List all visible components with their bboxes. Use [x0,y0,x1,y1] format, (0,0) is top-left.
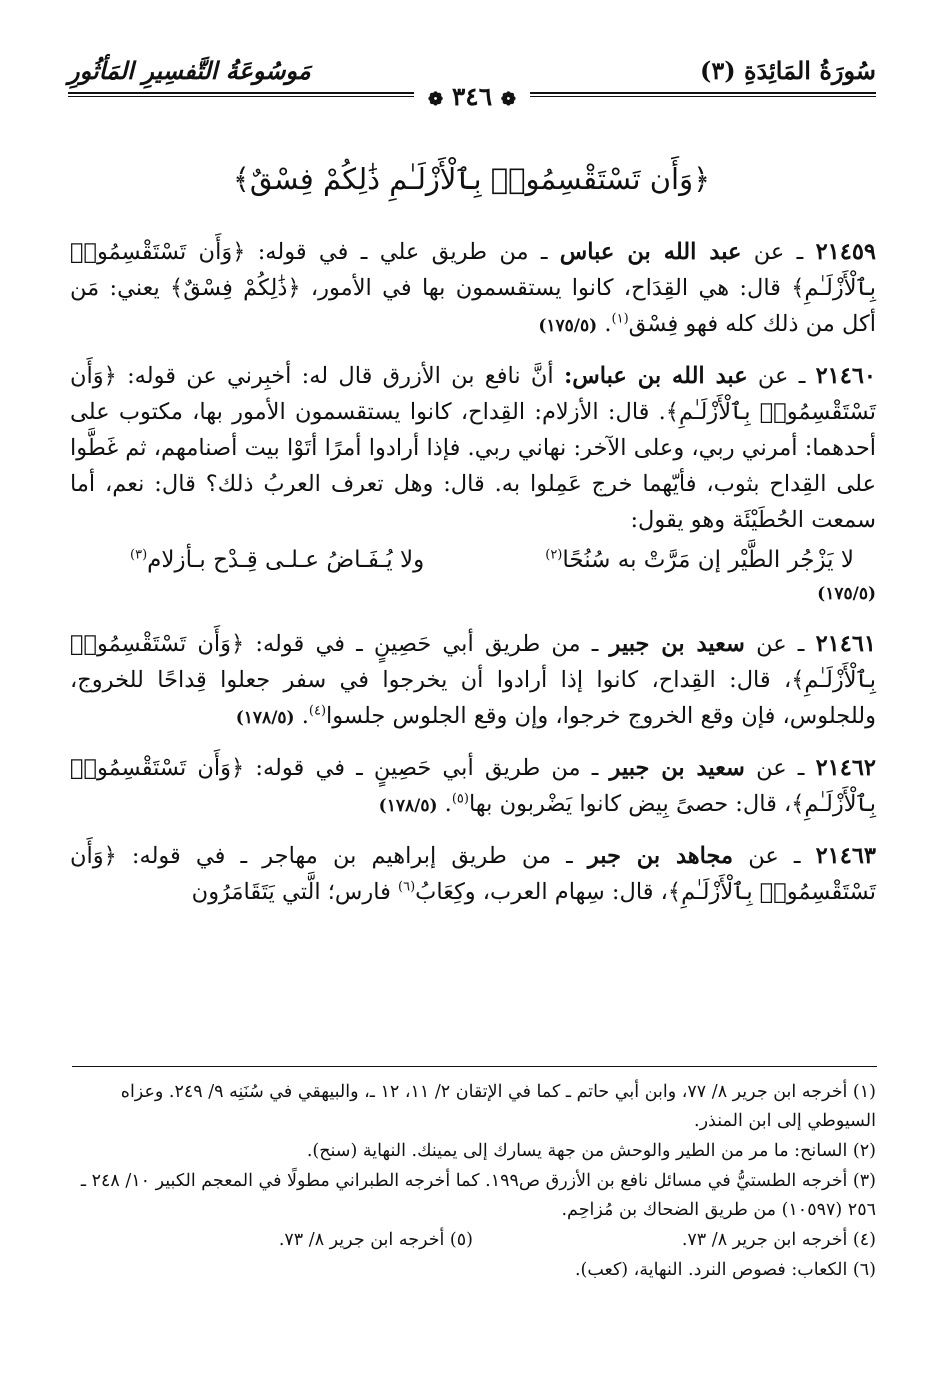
entry-text: ـ من طريق أبي حَصِينٍ ـ في قوله: ﴿وَأَن تَسْتَقْسِمُوا۟ بِٱلْأَزْلَـٰمِ﴾، قال: القِداح، كانوا إذا أرادوا أن يخرجوا في سفر جعلوا قِداحًا للخروج، وللجلوس، فإن وقع الخروج خرجوا، وإن وقع الجلوس جلسوا [70,631,876,729]
narrator-name: مجاهد بن جبر [587,843,734,869]
narration-entry [70,358,876,612]
poem-hemistich-second: ولا يُـفَـاضُ عـلـى قِـدْح بـأزلام$^{(٣)}$ [130,547,425,573]
entry-text: ـ من طريق أبي حَصِينٍ ـ في قوله: ﴿وَأَن تَسْتَقْسِمُوا۟ بِٱلْأَزْلَـٰمِ﴾، قال: حصىً بِيض كانوا يَضْربون بها [70,755,876,817]
footnote-marker: (٢) [545,547,563,563]
narration-entry [70,838,876,910]
source-reference: (١٧٥/٥) [538,316,598,336]
entry-number: ٢١٤٦٠ [815,363,877,389]
footnote-marker: (٣) [130,547,148,563]
footnote: (٥) أخرجه ابن جرير ٨/ ٧٣. [278,1230,473,1250]
footnote-marker: (٦) [398,879,416,895]
footnote-marker: (٤) [308,703,327,719]
entry-text: أنَّ نافع بن الأزرق قال له: أخبِرني عن قوله: ﴿وَأَن تَسْتَقْسِمُوا۟ بِٱلْأَزْلَـٰمِ﴾. قال: الأزلام: القِداح، كانوا يستقسمون الأمور بها، مكتوب على أحدهما: أمرني ربي، وعلى الآخر: نهاني ربي. فإذا أرادوا أمرًا أتَوْا بيت أصنامهم، ثم غَطَّوا على القِداح بثوب، فأيّهما خرج عَمِلوا به. قال: وهل تعرف العربُ ذلك؟ قال: نعم، أما سمعت الحُطَيْئَة وهو يقول: [70,363,876,533]
narration-entry [70,626,876,736]
source-reference: (١٧٨/٥) [235,708,295,728]
entry-number: ٢١٤٦١ [815,631,877,657]
series-title: مَوسُوعَةُ التَّفسِيرِ المَأثُورِ [68,56,311,85]
footnote: (١) أخرجه ابن جرير ٨/ ٧٧، وابن أبي حاتم ـ كما في الإتقان ٢/ ١١، ١٢ ـ، والبيهقي في سُنَنِه ٩/ ٢٤٩. وعزاه السيوطي إلى ابن المنذر. [120,1082,876,1131]
source-reference: (١٧٥/٥) [817,584,876,604]
entry-number: ٢١٤٦٣ [815,843,877,869]
ornament-icon: ❁ [428,89,444,110]
footnote-row [70,1226,876,1256]
ornament-icon: ❁ [500,89,516,110]
footnote: (٦) الكعاب: فصوص النرد. النهاية، (كعب). [574,1260,876,1280]
footnote: (٣) أخرجه الطستيُّ في مسائل نافع بن الأزرق ص١٩٩. كما أخرجه الطبراني مطولًا في المعجم الكبير ١٠/ ٢٤٨ ـ ٢٥٦ (١٠٥٩٧) من طريق الضحاك بن مُزاحِم. [80,1171,876,1220]
entry-end: فارس؛ الَّتي يَتَقَامَرُون [191,879,391,905]
poem-hemistich-first: لا يَزْجُر الطَّيْر إن مَرَّتْ به سُنُحًا$^{(٢)}$ [545,547,854,573]
entry-end: . [301,703,309,729]
page-number: ٣٤٦ [451,82,493,111]
surah-title: سُورَةُ المَائِدَةِ (٣) [699,56,876,85]
footnote-separator [72,1066,877,1067]
footnote: (٤) أخرجه ابن جرير ٨/ ٧٣. [681,1230,876,1250]
narrator-name: عبد الله بن عباس: [563,363,748,389]
verse-heading: ﴿وَأَن تَسْتَقْسِمُوا۟ بِٱلْأَزْلَـٰمِ ذَٰلِكُمْ فِسْقٌ﴾ [232,162,711,196]
narrator-name: سعيد بن جبير [609,755,745,781]
footnote-marker: (٥) [451,791,469,807]
entry-end: . [444,791,452,817]
footnotes [70,1078,876,1286]
entry-number: ٢١٤٦٢ [815,755,877,781]
entry-intro: ـ عن [748,843,801,869]
entry-intro: ـ عن [756,755,805,781]
running-header [68,52,876,111]
entry-intro: ـ عن [756,631,805,657]
page-number-block [414,82,530,111]
source-reference: (١٧٨/٥) [378,796,438,816]
narrator-name: سعيد بن جبير [609,631,745,657]
narration-entry [70,234,876,344]
entry-text: ـ من طريق إبراهيم بن مهاجر ـ في قوله: ﴿وَأَن تَسْتَقْسِمُوا۟ بِٱلْأَزْلَـٰمِ﴾، قال: سِهام العرب، وكِعَابُ [70,843,876,905]
poem-verse [70,538,876,580]
narrator-name: عبد الله بن عباس [559,239,742,265]
entry-intro: ـ عن [757,363,806,389]
entry-text: ـ من طريق علي ـ في قوله: ﴿وَأَن تَسْتَقْسِمُوا۟ بِٱلْأَزْلَـٰمِ﴾ قال: هي القِدَاح، كانوا يستقسمون بها في الأمور، ﴿ذَٰلِكُمْ فِسْقٌ﴾ يعني: مَن أكل من ذلك كله فهو فِسْق [70,239,876,337]
entry-intro: ـ عن [753,239,804,265]
entry-number: ٢١٤٥٩ [815,239,877,265]
narration-entry [70,750,876,824]
main-text [70,234,876,924]
entry-end: . [604,311,612,337]
footnote-marker: (١) [611,311,629,327]
footnote: (٢) السانح: ما مر من الطير والوحش من جهة يسارك إلى يمينك. النهاية (سنح). [306,1141,876,1161]
